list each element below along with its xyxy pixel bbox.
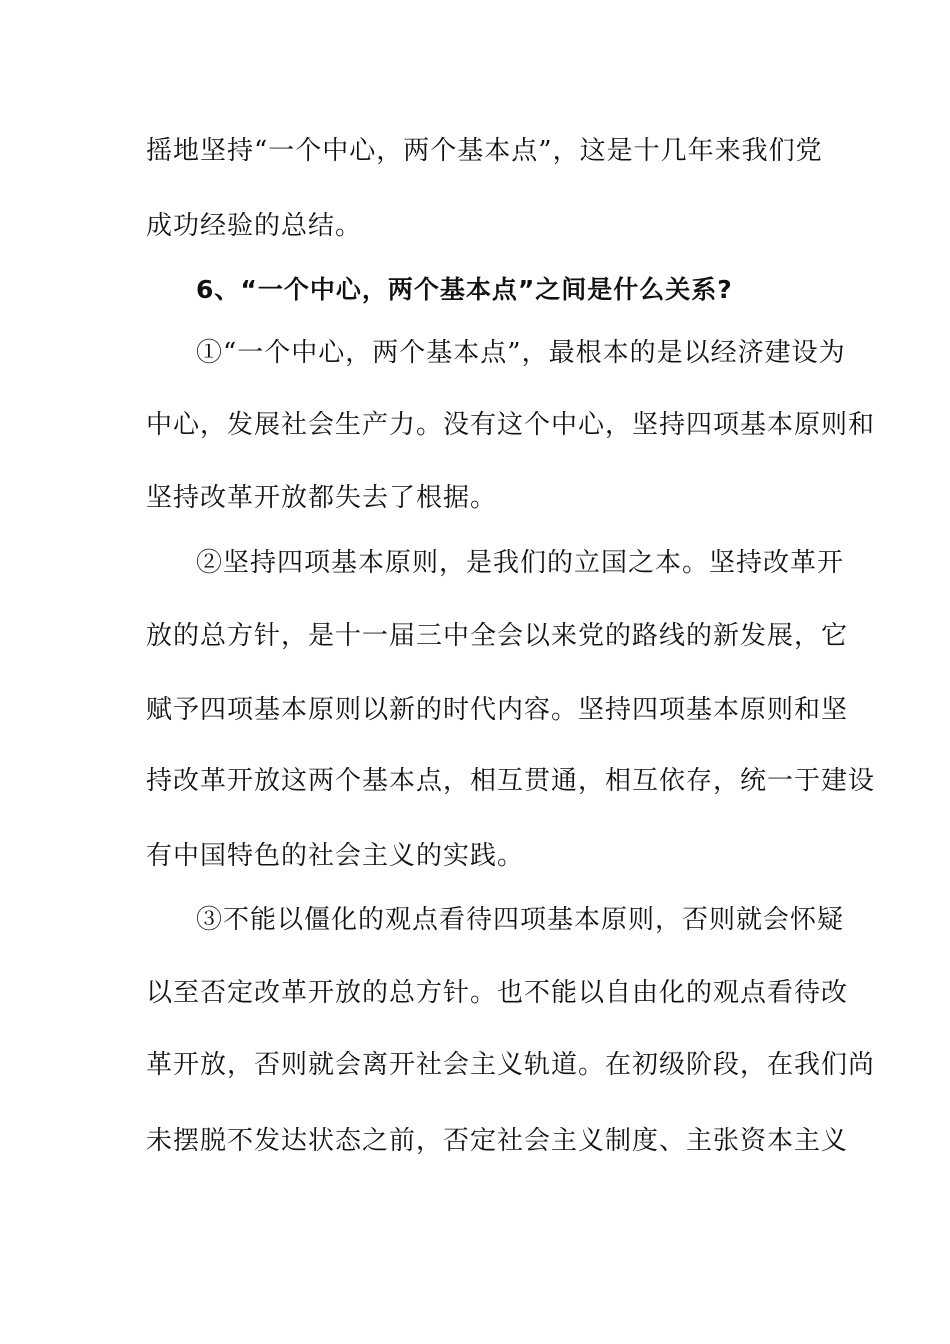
paragraph-3-line-3: 革开放，否则就会离开社会主义轨道。在初级阶段，在我们尚 — [146, 1050, 876, 1080]
paragraph-2-line-4: 持改革开放这两个基本点，相互贯通，相互依存，统一于建设 — [146, 766, 876, 796]
paragraph-1-line-3: 坚持改革开放都失去了根据。 — [146, 483, 498, 513]
text-line-2: 成功经验的总结。 — [146, 211, 363, 241]
text-line-1: 摇地坚持“一个中心，两个基本点”，这是十几年来我们党 — [146, 136, 823, 166]
paragraph-3-line-1: ③不能以僵化的观点看待四项基本原则，否则就会怀疑 — [196, 905, 845, 935]
paragraph-1-line-2: 中心，发展社会生产力。没有这个中心，坚持四项基本原则和 — [146, 410, 876, 440]
section-heading: 6、“一个中心，两个基本点”之间是什么关系? — [196, 275, 733, 304]
paragraph-2-line-3: 赋予四项基本原则以新的时代内容。坚持四项基本原则和坚 — [146, 695, 849, 725]
paragraph-1-line-1: ①“一个中心，两个基本点”，最根本的是以经济建设为 — [196, 338, 846, 368]
paragraph-2-line-5: 有中国特色的社会主义的实践。 — [146, 841, 525, 871]
paragraph-2-line-2: 放的总方针，是十一届三中全会以来党的路线的新发展，它 — [146, 621, 849, 651]
paragraph-3-line-2: 以至否定改革开放的总方针。也不能以自由化的观点看待改 — [146, 978, 849, 1008]
paragraph-2-line-1: ②坚持四项基本原则，是我们的立国之本。坚持改革开 — [196, 548, 845, 578]
paragraph-3-line-4: 未摆脱不发达状态之前，否定社会主义制度、主张资本主义 — [146, 1126, 849, 1156]
